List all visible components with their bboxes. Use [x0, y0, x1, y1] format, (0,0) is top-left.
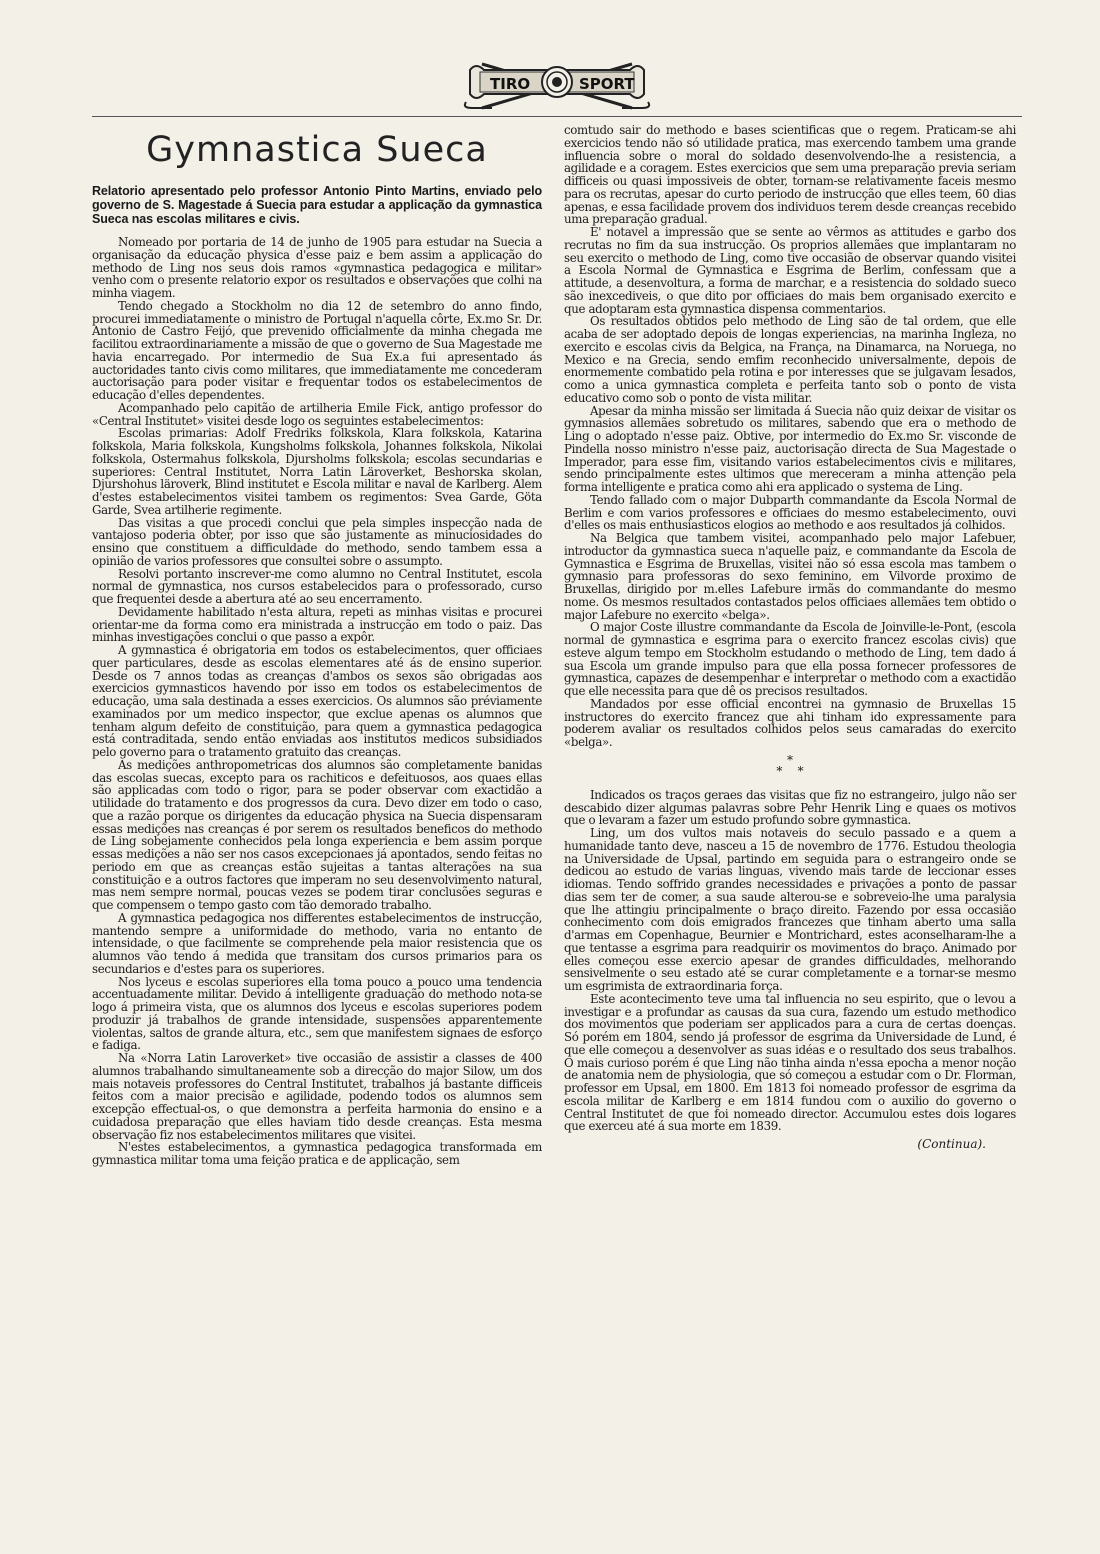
- paragraph: Acompanhado pelo capitão de artilheria Emile Fick, antigo professor do «Central Institutet» visitei desde logo os seguintes estabelecimentos:: [92, 400, 542, 428]
- paragraph: O major Coste illustre commandante da Escola de Joinville-le-Pont, (escola normal de gymnastica e esgrima para o exercito francez escolas civis) que esteve algum tempo em Stockholm estudando o methodo de Ling, tem dado á sua Escola um grande impulso para que ella possa fornecer professores de gymnastica, capazes de desempenhar e interpretar o methodo com a exactidão que elle necessita para que dê os precisos resultados.: [564, 620, 1016, 698]
- paragraph: Este acontecimento teve uma tal influencia no seu espirito, que o levou a investigar e a profundar as causas da sua cura, fazendo um estudo methodico dos movimentos que poderiam ser applicados para a cura de certas doenças. Só porém em 1804, sendo já professor de esgrima da Universidade de Lund, é que elle começou a desenvolver as suas idéas e o resultado dos seus trabalhos. O mais curioso porém é que Ling não tinha ainda n'essa epocha a menor noção de anatomia nem de physiologia, que só começou a estudar com o Dr. Florman, professor em Upsal, em 1800. Em 1813 foi nomeado professor de esgrima da escola militar de Karlberg e em 1814 fundou com o auxilio do governo o Central Institutet de que foi nomeado director. Accumulou estes dois logares que exerceu até á sua morte em 1839.: [564, 991, 1016, 1134]
- paragraph: comtudo sair do methodo e bases scientificas que o regem. Praticam-se ahi exercicios tendo não só utilidade pratica, mas exercendo tambem uma grande influencia sobre o moral do soldado desenvolvendo-lhe a resistencia, a agilidade e a coragem. Estes exercicios que sem uma preparação previa seriam difficeis ou quasi impossiveis de obter, tornam-se relativamente faceis mesmo para os recrutas, apesar do curto periodo de instrucção que elles teem, 60 dias apenas, e essa facilidade provem dos individuos terem desde creanças recebido uma preparação gradual.: [564, 123, 1016, 227]
- section-separator: [564, 752, 1016, 778]
- paragraph: Resolvi portanto inscrever-me como alumno no Central Institutet, escola normal de gymnastica, nos cursos estabelecidos para o professorado, curso que frequentei desde a abertura até ao seu encerramento.: [92, 566, 542, 606]
- paragraph: Na Belgica que tambem visitei, acompanhado pelo major Lafebuer, introductor da gymnastica sueca n'aquelle paiz, e commandante da Escola de Gymnastica e Esgrima de Bruxellas, visitei não só essa escola mas tambem o gymnasio para professoras do sexo feminino, em Vilvorde proximo de Bruxellas, dirigido por m.elles Lafebure irmãs do commandante do mesmo nome. Os mesmos resultados contastados pelos officiaes allemães tem obtido o major Lafebure no exercito «belga».: [564, 531, 1016, 622]
- left-column: [92, 124, 542, 1167]
- paragraph: Nos lyceus e escolas superiores ella toma pouco a pouco uma tendencia accentuadamente militar. Devido á intelligente graduação do methodo nota-se logo á primeira vista, que os alumnos dos lyceus e escolas superiores podem produzir já trabalhos de grande intensidade, suspensões apparentemente violentas, saltos de grande altura, etc., sem que manifestem signaes de esforço e fadiga.: [92, 974, 542, 1053]
- paragraph: Apesar da minha missão ser limitada á Suecia não quiz deixar de visitar os gymnasios allemães sobretudo os militares, sabendo que era o methodo de Ling o adoptado n'esse paiz. Obtive, por intermedio do Ex.mo Sr. visconde de Pindella nosso ministro n'esse paiz, auctorisação directa de Sua Magestade o Imperador, para esse fim, visitando varios estabelecimentos civis e militares, sendo principalmente estes ultimos que mereceram a minha attenção pela forma intelligente e pratica como ahi era applicado o systema de Ling.: [564, 403, 1016, 494]
- paragraph: E' notavel a impressão que se sente ao vêrmos as attitudes e garbo dos recrutas no fim da sua instrucção. Os proprios allemães que implantaram no seu exercito o methodo de Ling, como tive occasião de observar quando visitei a Escola Normal de Gymnastica e Esgrima de Berlim, confessam que a attitude, a desenvoltura, a forma de marchar, e a resistencia do soldado sueco são inexcediveis, o que dito por officiaes do mais bem organisado exercito e que adoptaram esta gymnastica dispensa commentarios.: [564, 225, 1016, 316]
- paragraph: Escolas primarias: Adolf Fredriks folkskola, Klara folkskola, Katarina folkskola, Maria folkskola, Kungsholms folkskola, Johannes folkskola, Nikolai folkskola, Ostermahus folkskola, Djursholms folkskola; escolas secundarias e superiores: Central Institutet, Norra Latin Läroverket, Beshorska skolan, Djurshohus läroverk, Blind institutet e Escola militar e naval de Karlberg. Alem d'estes estabelecimentos visitei tambem os regimentos: Svea Garde, Göta Garde, Svea artilherie regimente.: [92, 426, 542, 517]
- right-column: [564, 124, 1016, 1151]
- tiro-sport-logo-icon: [462, 50, 652, 112]
- svg-text:SPORT: SPORT: [579, 75, 635, 93]
- paragraph: Indicados os traços geraes das visitas que fiz no estrangeiro, julgo não ser descabido dizer algumas palavras sobre Pehr Henrik Ling e quaes os motivos que o levaram a fazer um estudo profundo sobre gymnastica.: [564, 787, 1016, 828]
- paragraph: N'estes estabelecimentos, a gymnastica pedagogica transformada em gymnastica militar toma uma feição pratica e de applicação, sem: [92, 1140, 542, 1167]
- masthead-logo: [462, 50, 652, 112]
- article-title: Gymnastica Sueca: [146, 130, 488, 170]
- paragraph: As medições anthropometricas dos alumnos são completamente banidas das escolas suecas, excepto para os rachiticos e defeituosos, aos quaes ellas são applicadas com todo o rigor, para se poder observar com exactidão a utilidade do tratamento e dos progressos da cura. Devo dizer em todo o caso, que a razão porque os dirigentes da educação physica na Suecia dispensaram essas medições nas creanças é por serem os resultados beneficos do methodo de Ling sobejamente conhecidos pela longa experiencia e bem assim porque essas medições a não ser nos casos excepcionaes já apontados, sendo feitas no periodo em que as creanças estão sujeitas a tantas alterações na sua constituição e a outros factores que imperam no seu desenvolvimento natural, mas nem sempre normal, poucas vezes se podem tirar conclusões seguras e que compensem o tempo gasto com tão demorado trabalho.: [92, 757, 542, 912]
- paragraph: Mandados por esse official encontrei na gymnasio de Bruxellas 15 instructores do exercito francez que ahi tinham ido expressamente para poderem avaliar os resultados colhidos pelos seus camaradas do exercito «belga».: [564, 696, 1016, 749]
- paragraph: A gymnastica é obrigatoria em todos os estabelecimentos, quer officiaes quer particulares, desde as escolas elementares até ás de ensino superior. Desde os 7 annos todas as creanças d'ambos os sexos são obrigadas aos exercicios gymnasticos havendo por isso em todos os estabelecimentos de educação, uma sala destinada a esses exercicios. Os alumnos são préviamente examinados por um medico inspector, que exclue apenas os alumnos que tenham algum defeito de constituição, para quem a gymnastica pedagogica está contraditada, sendo então enviadas aos institutos medicos subsidiados pelo governo para o tratamento gratuito das creanças.: [92, 643, 542, 759]
- paragraph: Tendo fallado com o major Dubparth commandante da Escola Normal de Berlim e com varios professores e officiaes do mesmo estabelecimento, ouvi d'elles os mais enthusiasticos elogios ao methodo e aos resultados já colhidos.: [564, 492, 1016, 533]
- header-divider: [92, 116, 1022, 117]
- svg-text:TIRO: TIRO: [490, 75, 531, 93]
- continued-note: (Continua).: [917, 1137, 986, 1151]
- paragraph: Nomeado por portaria de 14 de junho de 1905 para estudar na Suecia a organisação da educação physica d'esse paiz e bem assim a applicação do methodo de Ling nos seus dois ramos «gymnastica pedagogica e militar» venho com o presente relatorio expor os resultados e observações que colhi na minha viagem.: [92, 235, 542, 300]
- article-subtitle: Relatorio apresentado pelo professor Antonio Pinto Martins, enviado pelo governo de S. Magestade á Suecia para estudar a applicação da gymnastica Sueca nas escolas militares e civis.: [92, 184, 542, 226]
- separator-stars-bottom: * *: [776, 763, 804, 778]
- paragraph: Devidamente habilitado n'esta altura, repeti as minhas visitas e procurei orientar-me da forma como era ministrada a instrucção em todo o paiz. Das minhas investigações conclui o que passo a expôr.: [92, 604, 542, 645]
- paragraph: Os resultados obtidos pelo methodo de Ling são de tal ordem, que elle acaba de ser adoptado depois de longas experiencias, na marinha Ingleza, no exercito e escolas civis da Belgica, na França, na Dinamarca, na Noruega, no Mexico e na Grecia, sendo emfim reconhecido universalmente, depois de enormemente combatido pela rotina e por interesses que se julgavam lesados, como a unica gymnastica completa e perfeita tanto sob o ponto de vista educativo como sob o ponto de vista militar.: [564, 314, 1016, 405]
- paragraph: Ling, um dos vultos mais notaveis do seculo passado e a quem a humanidade tanto deve, nasceu a 15 de novembro de 1776. Estudou theologia na Universidade de Upsal, partindo em seguida para o estrangeiro onde se dedicou ao estudo de varias linguas, vivendo mais tarde de leccionar esses idiomas. Tendo soffrido grandes necessidades e privações a ponto de passar dias sem ter de comer, a sua saude alterou-se e sobreveio-lhe uma paralysia que lhe attingiu principalmente o braço direito. Fazendo por essa occasião conhecimento com dois emigrados francezes que tinham aberto uma salla d'armas em Copenhague, Beurnier e Montrichard, estes aconselharam-lhe a que tentasse a esgrima para readquirir os movimentos do braço. Animado por elles começou esse exercio apesar de grandes difficuldades, melhorando sensivelmente o seu estado até se curar completamente e a tornar-se mesmo um esgrimista de extraordinaria força.: [564, 826, 1016, 993]
- paragraph: A gymnastica pedagogica nos differentes estabelecimentos de instrucção, mantendo sempre a uniformidade do methodo, varia no entanto de intensidade, o que facilmente se comprehende pela maior resistencia que os alumnos vão tendo á medida que transitam dos cursos primarios para os secundarios e d'estes para os superiores.: [92, 910, 542, 976]
- separator-star-top: *: [787, 752, 793, 767]
- paragraph: Das visitas a que procedi conclui que pela simples inspecção nada de vantajoso poderia obter, por isso que são justamente as minuciosidades do ensino que constituem a difficuldade do methodo, sendo tambem essa a opinião de varios professores que consultei sobre o assumpto.: [92, 515, 542, 568]
- paragraph: Na «Norra Latin Laroverket» tive occasião de assistir a classes de 400 alumnos trabalhando simultaneamente sob a direcção do major Silow, um dos mais notaveis professores do Central Institutet, trabalhos já bastante difficeis feitos com a maior precisão e agilidade, podendo todos os alumnos sem excepção effectual-os, o que demonstra a perfeita harmonia do ensino e a cuidadosa preparação que elles haviam tido desde creanças. Esta mesma observação fiz nos estabelecimentos militares que visitei.: [92, 1051, 542, 1142]
- paragraph: Tendo chegado a Stockholm no dia 12 de setembro do anno findo, procurei immediatamente o ministro de Portugal n'aquella côrte, Ex.mo Sr. Dr. Antonio de Castro Feijó, que prevenido officialmente da minha chegada me facilitou extraordinariamente a missão de que o governo de Sua Magestade me havia encarregado. Por intermedio de Sua Ex.a fui apresentado ás auctoridades tanto civis como militares, que immediatamente me concederam auctorisação para poder visitar e frequentar todos os estabelecimentos de educação d'elles dependentes.: [92, 298, 542, 402]
